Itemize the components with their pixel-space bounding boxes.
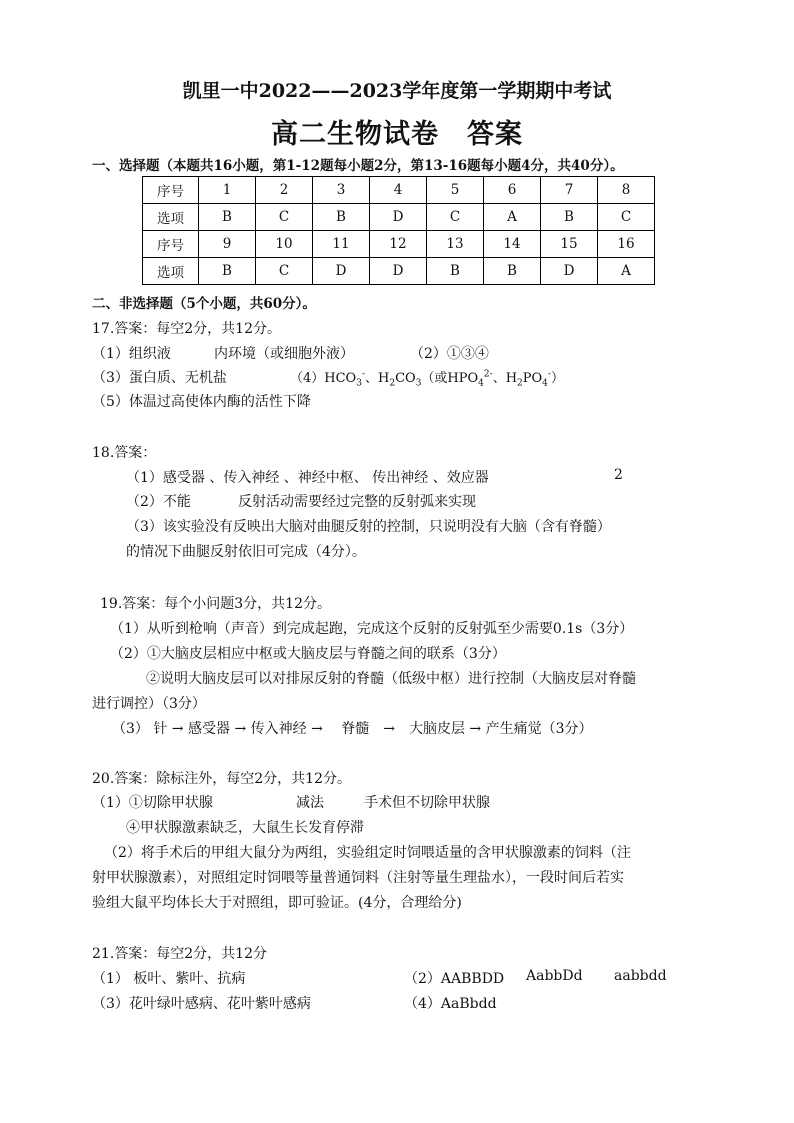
table-cell: B	[541, 204, 598, 231]
table-cell: 16	[598, 231, 655, 258]
q17-answer-2: （2）①③④	[410, 346, 489, 362]
subscript: 3	[356, 378, 362, 389]
text-run: 、H	[492, 371, 518, 386]
table-cell: C	[598, 204, 655, 231]
table-cell: 5	[427, 177, 484, 204]
table-cell: D	[370, 204, 427, 231]
q19-answer-3: （3） 针 → 感受器 → 传入神经 → 脊髓 → 大脑皮层 → 产生痛觉（3分）	[112, 721, 593, 737]
q17-header: 17.答案：每空2分，共12分。	[92, 321, 281, 337]
table-row	[143, 231, 655, 258]
table-cell: 7	[541, 177, 598, 204]
table-cell: D	[370, 258, 427, 285]
q20-answer-1c: 手术但不切除甲状腺	[364, 795, 490, 811]
table-cell: B	[484, 258, 541, 285]
q17-answer-3: （3）蛋白质、无机盐	[92, 370, 227, 386]
table-cell: A	[598, 258, 655, 285]
table-cell: A	[484, 204, 541, 231]
text-run: CO	[395, 371, 416, 386]
q20-header: 20.答案：除标注外，每空2分，共12分。	[92, 771, 351, 787]
section1-heading: 一、选择题（本题共16小题，第1-12题每小题2分，第13-16题每小题4分，共40分）。	[92, 158, 624, 174]
table-cell: B	[313, 204, 370, 231]
table-cell: 8	[598, 177, 655, 204]
answer-table	[142, 176, 655, 285]
q20-answer-1b: 减法	[296, 795, 324, 811]
q19-header: 19.答案：每个小问题3分，共12分。	[100, 596, 331, 612]
q20-answer-2-cont2: 验组大鼠平均体长大于对照组，即可验证。(4分，合理给分)	[92, 895, 462, 911]
q19-answer-1: （1）从听到枪响（声音）到完成起跑，完成这个反射的反射弧至少需要0.1s（3分）	[110, 621, 634, 637]
table-cell: 10	[256, 231, 313, 258]
q18-answer-3-cont: 的情况下曲腿反射依旧可完成（4分）。	[126, 544, 366, 560]
table-cell: B	[199, 204, 256, 231]
q20-answer-2-cont1: 射甲状腺激素），对照组定时饲喂等量普通饲料（注射等量生理盐水），一段时间后若实	[92, 870, 624, 886]
q18-answer-3: （3）该实验没有反映出大脑对曲腿反射的控制，只说明没有大脑（含有脊髓）	[126, 519, 611, 535]
answer-key-subtitle: 高二生物试卷 答案	[271, 119, 523, 150]
q19-answer-2b: ②说明大脑皮层可以对排尿反射的脊髓（低级中枢）进行控制（大脑皮层对脊髓	[146, 671, 636, 687]
table-cell: D	[541, 258, 598, 285]
table-cell: B	[199, 258, 256, 285]
subscript: 2	[389, 378, 396, 389]
table-cell: 12	[370, 231, 427, 258]
q17-answer-1b: 内环境（或细胞外液）	[214, 346, 354, 362]
q21-answer-3: （3）花叶绿叶感病、花叶紫叶感病	[92, 996, 311, 1012]
exam-title: 凯里一中2022——2023学年度第一学期期中考试	[182, 80, 612, 102]
q18-header: 18.答案：	[92, 445, 157, 461]
q20-answer-1d: ④甲状腺激素缺乏，大鼠生长发育停滞	[126, 820, 364, 836]
q21-answer-4: （4）AaBbdd	[404, 996, 497, 1012]
q21-answer-2c: aabbdd	[614, 968, 667, 984]
q17-answer-4	[290, 367, 564, 389]
row-label: 序号	[143, 231, 199, 258]
table-cell: 3	[313, 177, 370, 204]
table-cell: C	[256, 258, 313, 285]
q21-answer-2b: AabbDd	[526, 968, 583, 984]
q21-header: 21.答案：每空2分，共12分	[92, 946, 267, 962]
text-run: （4）HCO	[290, 371, 357, 386]
section2-heading: 二、非选择题（5个小题，共60分）。	[92, 296, 316, 312]
table-row	[143, 204, 655, 231]
table-cell: D	[313, 258, 370, 285]
table-cell: 11	[313, 231, 370, 258]
table-cell: 15	[541, 231, 598, 258]
table-cell: 13	[427, 231, 484, 258]
q21-answer-2: （2）AABBDD	[404, 971, 505, 987]
q21-answer-1: （1） 板叶、紫叶、抗病	[92, 971, 246, 987]
row-label: 选项	[143, 204, 199, 231]
q17-answer-1: （1）组织液	[92, 346, 171, 362]
table-cell: 1	[199, 177, 256, 204]
table-cell: 9	[199, 231, 256, 258]
table-row	[143, 258, 655, 285]
superscript: -	[547, 369, 551, 380]
q18-answer-2b: 反射活动需要经过完整的反射弧来实现	[238, 494, 476, 510]
row-label: 序号	[143, 177, 199, 204]
superscript: -	[361, 369, 365, 380]
table-cell: 2	[256, 177, 313, 204]
superscript: 2-	[483, 369, 493, 380]
q18-answer-2: （2）不能	[126, 494, 191, 510]
subscript: 3	[415, 378, 422, 389]
q20-answer-2: （2）将手术后的甲组大鼠分为两组，实验组定时饲喂适量的含甲状腺激素的饲料（注	[104, 845, 631, 861]
table-cell: 6	[484, 177, 541, 204]
q18-answer-1-score: 2	[614, 467, 623, 483]
text-run: 、H	[365, 371, 390, 386]
table-row	[143, 177, 655, 204]
q19-answer-2b-cont: 进行调控）（3分）	[92, 696, 206, 712]
q20-answer-1: （1）①切除甲状腺	[92, 795, 213, 811]
q19-answer-2: （2）①大脑皮层相应中枢或大脑皮层与脊髓之间的联系（3分）	[110, 646, 506, 662]
table-cell: C	[427, 204, 484, 231]
row-label: 选项	[143, 258, 199, 285]
q18-answer-1: （1）感受器 、传入神经 、神经中枢、 传出神经 、效应器	[126, 470, 489, 486]
table-cell: B	[427, 258, 484, 285]
text-run: （或HPO	[421, 371, 479, 386]
table-cell: 4	[370, 177, 427, 204]
table-cell: 14	[484, 231, 541, 258]
text-run: PO	[522, 371, 543, 386]
q17-answer-5: （5）体温过高使体内酶的活性下降	[92, 394, 311, 410]
text-run: ）	[550, 371, 564, 386]
subscript: 4	[478, 378, 484, 389]
subscript: 2	[517, 378, 523, 389]
subscript: 4	[542, 378, 548, 389]
table-cell: C	[256, 204, 313, 231]
